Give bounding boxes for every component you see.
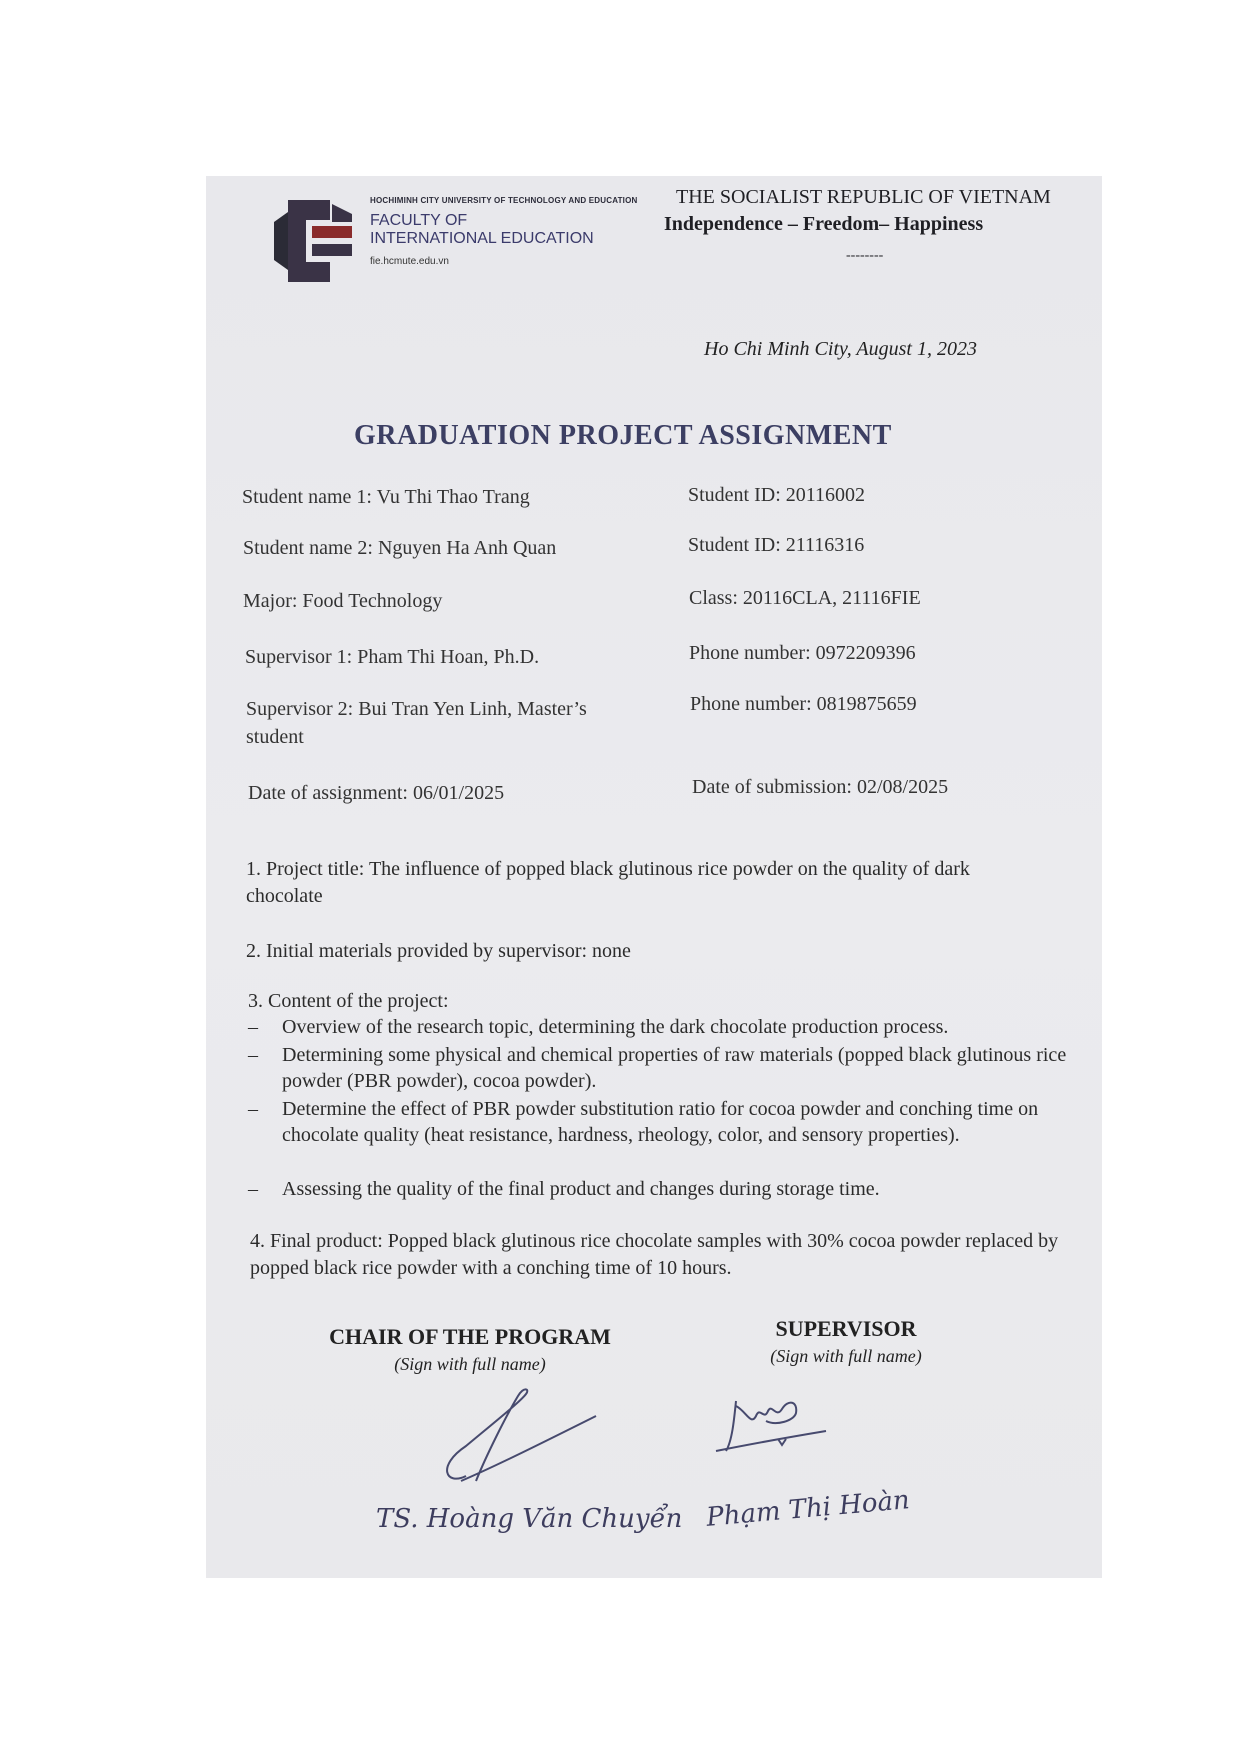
project-title: 1. Project title: The influence of popped black glutinous rice powder on the quality of dark chocolate bbox=[246, 858, 970, 907]
supervisor-sign-note: (Sign with full name) bbox=[770, 1346, 922, 1366]
major: Major: Food Technology bbox=[243, 590, 443, 612]
content-item-text: Assessing the quality of the final product and changes during storage time. bbox=[282, 1178, 880, 1200]
document-title: GRADUATION PROJECT ASSIGNMENT bbox=[354, 420, 892, 451]
faculty-name-line1: FACULTY OF bbox=[370, 212, 468, 229]
supervisor-2: Supervisor 2: Bui Tran Yen Linh, Master’s student bbox=[246, 698, 587, 748]
content-item-text: Determine the effect of PBR powder substitution ratio for cocoa powder and conching time on chocolate quality (heat resistance, hardness, rheology, color, and sensory properties). bbox=[282, 1098, 1039, 1146]
content-heading: 3. Content of the project: bbox=[248, 990, 449, 1012]
faculty-name-line2: INTERNATIONAL EDUCATION bbox=[370, 230, 594, 247]
class: Class: 20116CLA, 21116FIE bbox=[689, 587, 921, 609]
content-item-text: Overview of the research topic, determining the dark chocolate production process. bbox=[282, 1016, 949, 1038]
faculty-logo-icon bbox=[268, 192, 358, 290]
supervisor-signature-icon bbox=[706, 1381, 866, 1471]
student-name-1: Student name 1: Vu Thi Thao Trang bbox=[242, 486, 530, 508]
chair-signature-icon bbox=[426, 1386, 606, 1496]
supervisor-1: Supervisor 1: Pham Thi Hoan, Ph.D. bbox=[245, 646, 540, 668]
initial-materials: 2. Initial materials provided by supervisor: none bbox=[246, 940, 631, 962]
final-product: 4. Final product: Popped black glutinous rice chocolate samples with 30% cocoa powder replaced by popped black rice powder with a conching time of 10 hours. bbox=[250, 1230, 1059, 1279]
supervisor-title: SUPERVISOR bbox=[775, 1316, 917, 1341]
bullet-dash: – bbox=[248, 1016, 258, 1038]
bullet-dash: – bbox=[248, 1044, 258, 1066]
chair-title: CHAIR OF THE PROGRAM bbox=[329, 1324, 611, 1349]
document-sheet bbox=[206, 176, 1102, 1578]
header-separator: -------- bbox=[846, 248, 884, 263]
bullet-dash: – bbox=[248, 1178, 258, 1200]
content-item bbox=[248, 1176, 1078, 1202]
content-item-text: Determining some physical and chemical properties of raw materials (popped black glutinous rice powder (PBR powder), cocoa powder). bbox=[282, 1044, 1067, 1092]
bullet-dash: – bbox=[248, 1098, 258, 1120]
content-item bbox=[248, 1014, 1078, 1040]
university-name: HOCHIMINH CITY UNIVERSITY OF TECHNOLOGY AND EDUCATION bbox=[370, 196, 638, 205]
date-of-assignment: Date of assignment: 06/01/2025 bbox=[248, 782, 505, 804]
republic-heading: THE SOCIALIST REPUBLIC OF VIETNAM bbox=[676, 186, 1051, 208]
content-item bbox=[248, 1042, 1078, 1094]
supervisor-1-phone: Phone number: 0972209396 bbox=[689, 642, 916, 664]
chair-sign-note: (Sign with full name) bbox=[394, 1354, 546, 1374]
date-of-submission: Date of submission: 02/08/2025 bbox=[692, 776, 949, 798]
content-item bbox=[248, 1096, 1078, 1148]
student-id-1: Student ID: 20116002 bbox=[688, 484, 866, 506]
student-id-2: Student ID: 21116316 bbox=[688, 534, 865, 556]
faculty-website: fie.hcmute.edu.vn bbox=[370, 256, 449, 267]
place-and-date: Ho Chi Minh City, August 1, 2023 bbox=[704, 338, 977, 360]
chair-handwritten-name: TS. Hoàng Văn Chuyển bbox=[376, 1504, 683, 1534]
national-motto: Independence – Freedom– Happiness bbox=[664, 213, 984, 235]
supervisor-2-phone: Phone number: 0819875659 bbox=[690, 693, 917, 715]
student-name-2: Student name 2: Nguyen Ha Anh Quan bbox=[243, 537, 557, 559]
supervisor-handwritten-name: Phạm Thị Hoàn bbox=[705, 1485, 911, 1533]
